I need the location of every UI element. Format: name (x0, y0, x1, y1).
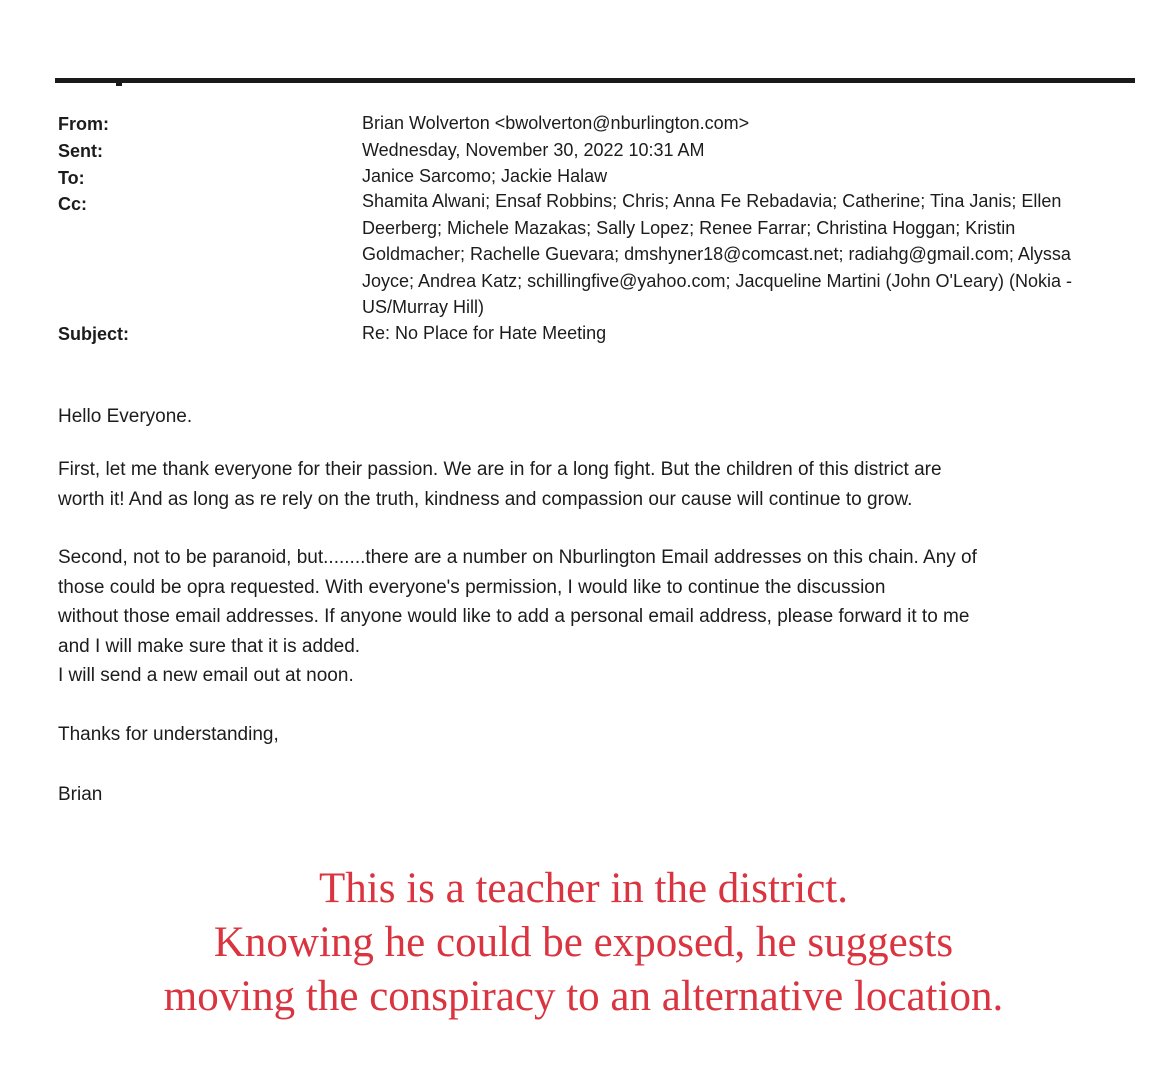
body-line: I will send a new email out at noon. (58, 665, 354, 686)
to-value: Janice Sarcomo; Jackie Halaw (362, 166, 608, 186)
cc-line: Deerberg; Michele Mazakas; Sally Lopez; Renee Farrar; Christina Hoggan; Kristin (362, 217, 1016, 238)
body-line: and I will make sure that it is added. (58, 635, 361, 657)
caption-line: This is a teacher in the district. (319, 865, 848, 912)
caption-line: Knowing he could be exposed, he suggests (213, 919, 954, 966)
signature: Brian (58, 784, 103, 805)
subject-label: Subject: (58, 324, 130, 344)
header-divider (55, 78, 1135, 83)
divider-mark (116, 83, 122, 86)
cc-value (362, 188, 1132, 321)
body-line: First, let me thank everyone for their passion. We are in for a long fight. But the children of this district are (58, 459, 942, 480)
cc-label: Cc: (58, 194, 88, 214)
cc-line: US/Murray Hill) (362, 297, 485, 317)
body-line: worth it! And as long as re rely on the truth, kindness and compassion our cause will continue to grow. (58, 488, 913, 510)
body-line: without those email addresses. If anyone would like to add a personal email address, please forward it to me (58, 606, 970, 627)
cc-line: Shamita Alwani; Ensaf Robbins; Chris; Anna Fe Rebadavia; Catherine; Tina Janis; Ellen (362, 191, 1062, 211)
paragraph-1 (58, 455, 1133, 514)
from-label: From: (58, 114, 109, 134)
caption-line: moving the conspiracy to an alternative location. (163, 973, 1004, 1020)
body-line: Second, not to be paranoid, but........there are a number on Nburlington Email addresses on this chain. Any of (58, 547, 977, 568)
body-line: those could be opra requested. With everyone's permission, I would like to continue the discussion (58, 576, 886, 598)
sent-label: Sent: (58, 141, 103, 161)
red-caption (0, 862, 1167, 1024)
greeting: Hello Everyone. (58, 406, 193, 427)
cc-line: Joyce; Andrea Katz; schillingfive@yahoo.com; Jacqueline Martini (John O'Leary) (Nokia - (362, 270, 1073, 291)
sent-value: Wednesday, November 30, 2022 10:31 AM (362, 140, 705, 160)
to-label: To: (58, 168, 85, 188)
subject-value: Re: No Place for Hate Meeting (362, 323, 607, 343)
cc-line: Goldmacher; Rachelle Guevara; dmshyner18@comcast.net; radiahg@gmail.com; Alyssa (362, 244, 1071, 264)
closing: Thanks for understanding, (58, 724, 279, 745)
from-value: Brian Wolverton <bwolverton@nburlington.com> (362, 113, 750, 133)
paragraph-2 (58, 543, 1133, 691)
